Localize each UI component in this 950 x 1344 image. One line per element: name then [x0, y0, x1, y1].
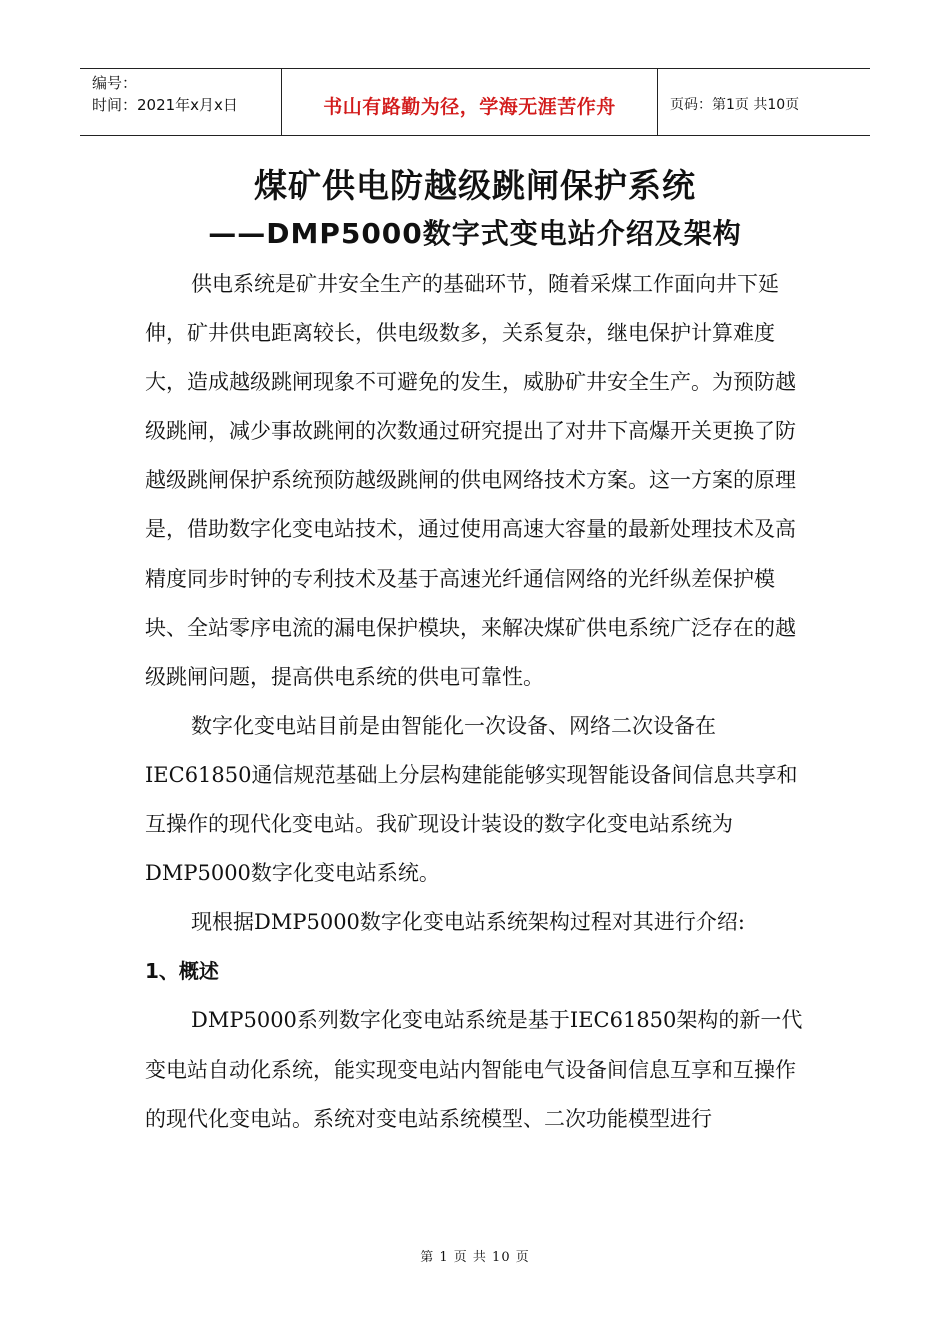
paragraph-architecture-intro: 现根据DMP5000数字化变电站系统架构过程对其进行介绍:	[191, 910, 745, 935]
document-body	[145, 260, 815, 1144]
document-title: 煤矿供电防越级跳闸保护系统	[254, 166, 696, 205]
paragraph-digital-substation: 数字化变电站目前是由智能化一次设备、网络二次设备在IEC61850通信规范基础上分层构建能能够实现智能设备间信息共享和互操作的现代化变电站。我矿现设计装设的数字化变电站系统为DMP5000数字化变电站系统。	[145, 713, 798, 886]
page-footer: 第 1 页 共 10 页	[420, 1250, 530, 1265]
document-date-label: 时间：2021年x月x日	[92, 96, 238, 114]
paragraph-intro: 供电系统是矿井安全生产的基础环节，随着采煤工作面向井下延伸，矿井供电距离较长，供电级数多，关系复杂，继电保护计算难度大，造成越级跳闸现象不可避免的发生，威胁矿井安全生产。为预防越级跳闸，减少事故跳闸的次数通过研究提出了对井下高爆开关更换了防越级跳闸保护系统预防越级跳闸的供电网络技术方案。这一方案的原理是，借助数字化变电站技术，通过使用高速大容量的最新处理技术及高精度同步时钟的专利技术及基于高速光纤通信网络的光纤纵差保护模块、全站零序电流的漏电保护模块，来解决煤矿供电系统广泛存在的越级跳闸问题，提高供电系统的供电可靠性。	[145, 272, 796, 689]
section-heading-overview: 1、概述	[145, 959, 219, 984]
header-page-number: 页码：第1页 共10页	[670, 97, 800, 113]
page-header	[80, 68, 870, 136]
paragraph-overview: DMP5000系列数字化变电站系统是基于IEC61850架构的新一代变电站自动化系统，能实现变电站内智能电气设备间信息互享和互操作的现代化变电站。系统对变电站系统模型、二次功能模型进行	[145, 1008, 803, 1131]
document-subtitle: ——DMP5000数字式变电站介绍及架构	[208, 217, 742, 250]
document-number-label: 编号：	[92, 74, 138, 92]
header-motto: 书山有路勤为径，学海无涯苦作舟	[282, 69, 658, 135]
header-meta	[80, 69, 282, 135]
